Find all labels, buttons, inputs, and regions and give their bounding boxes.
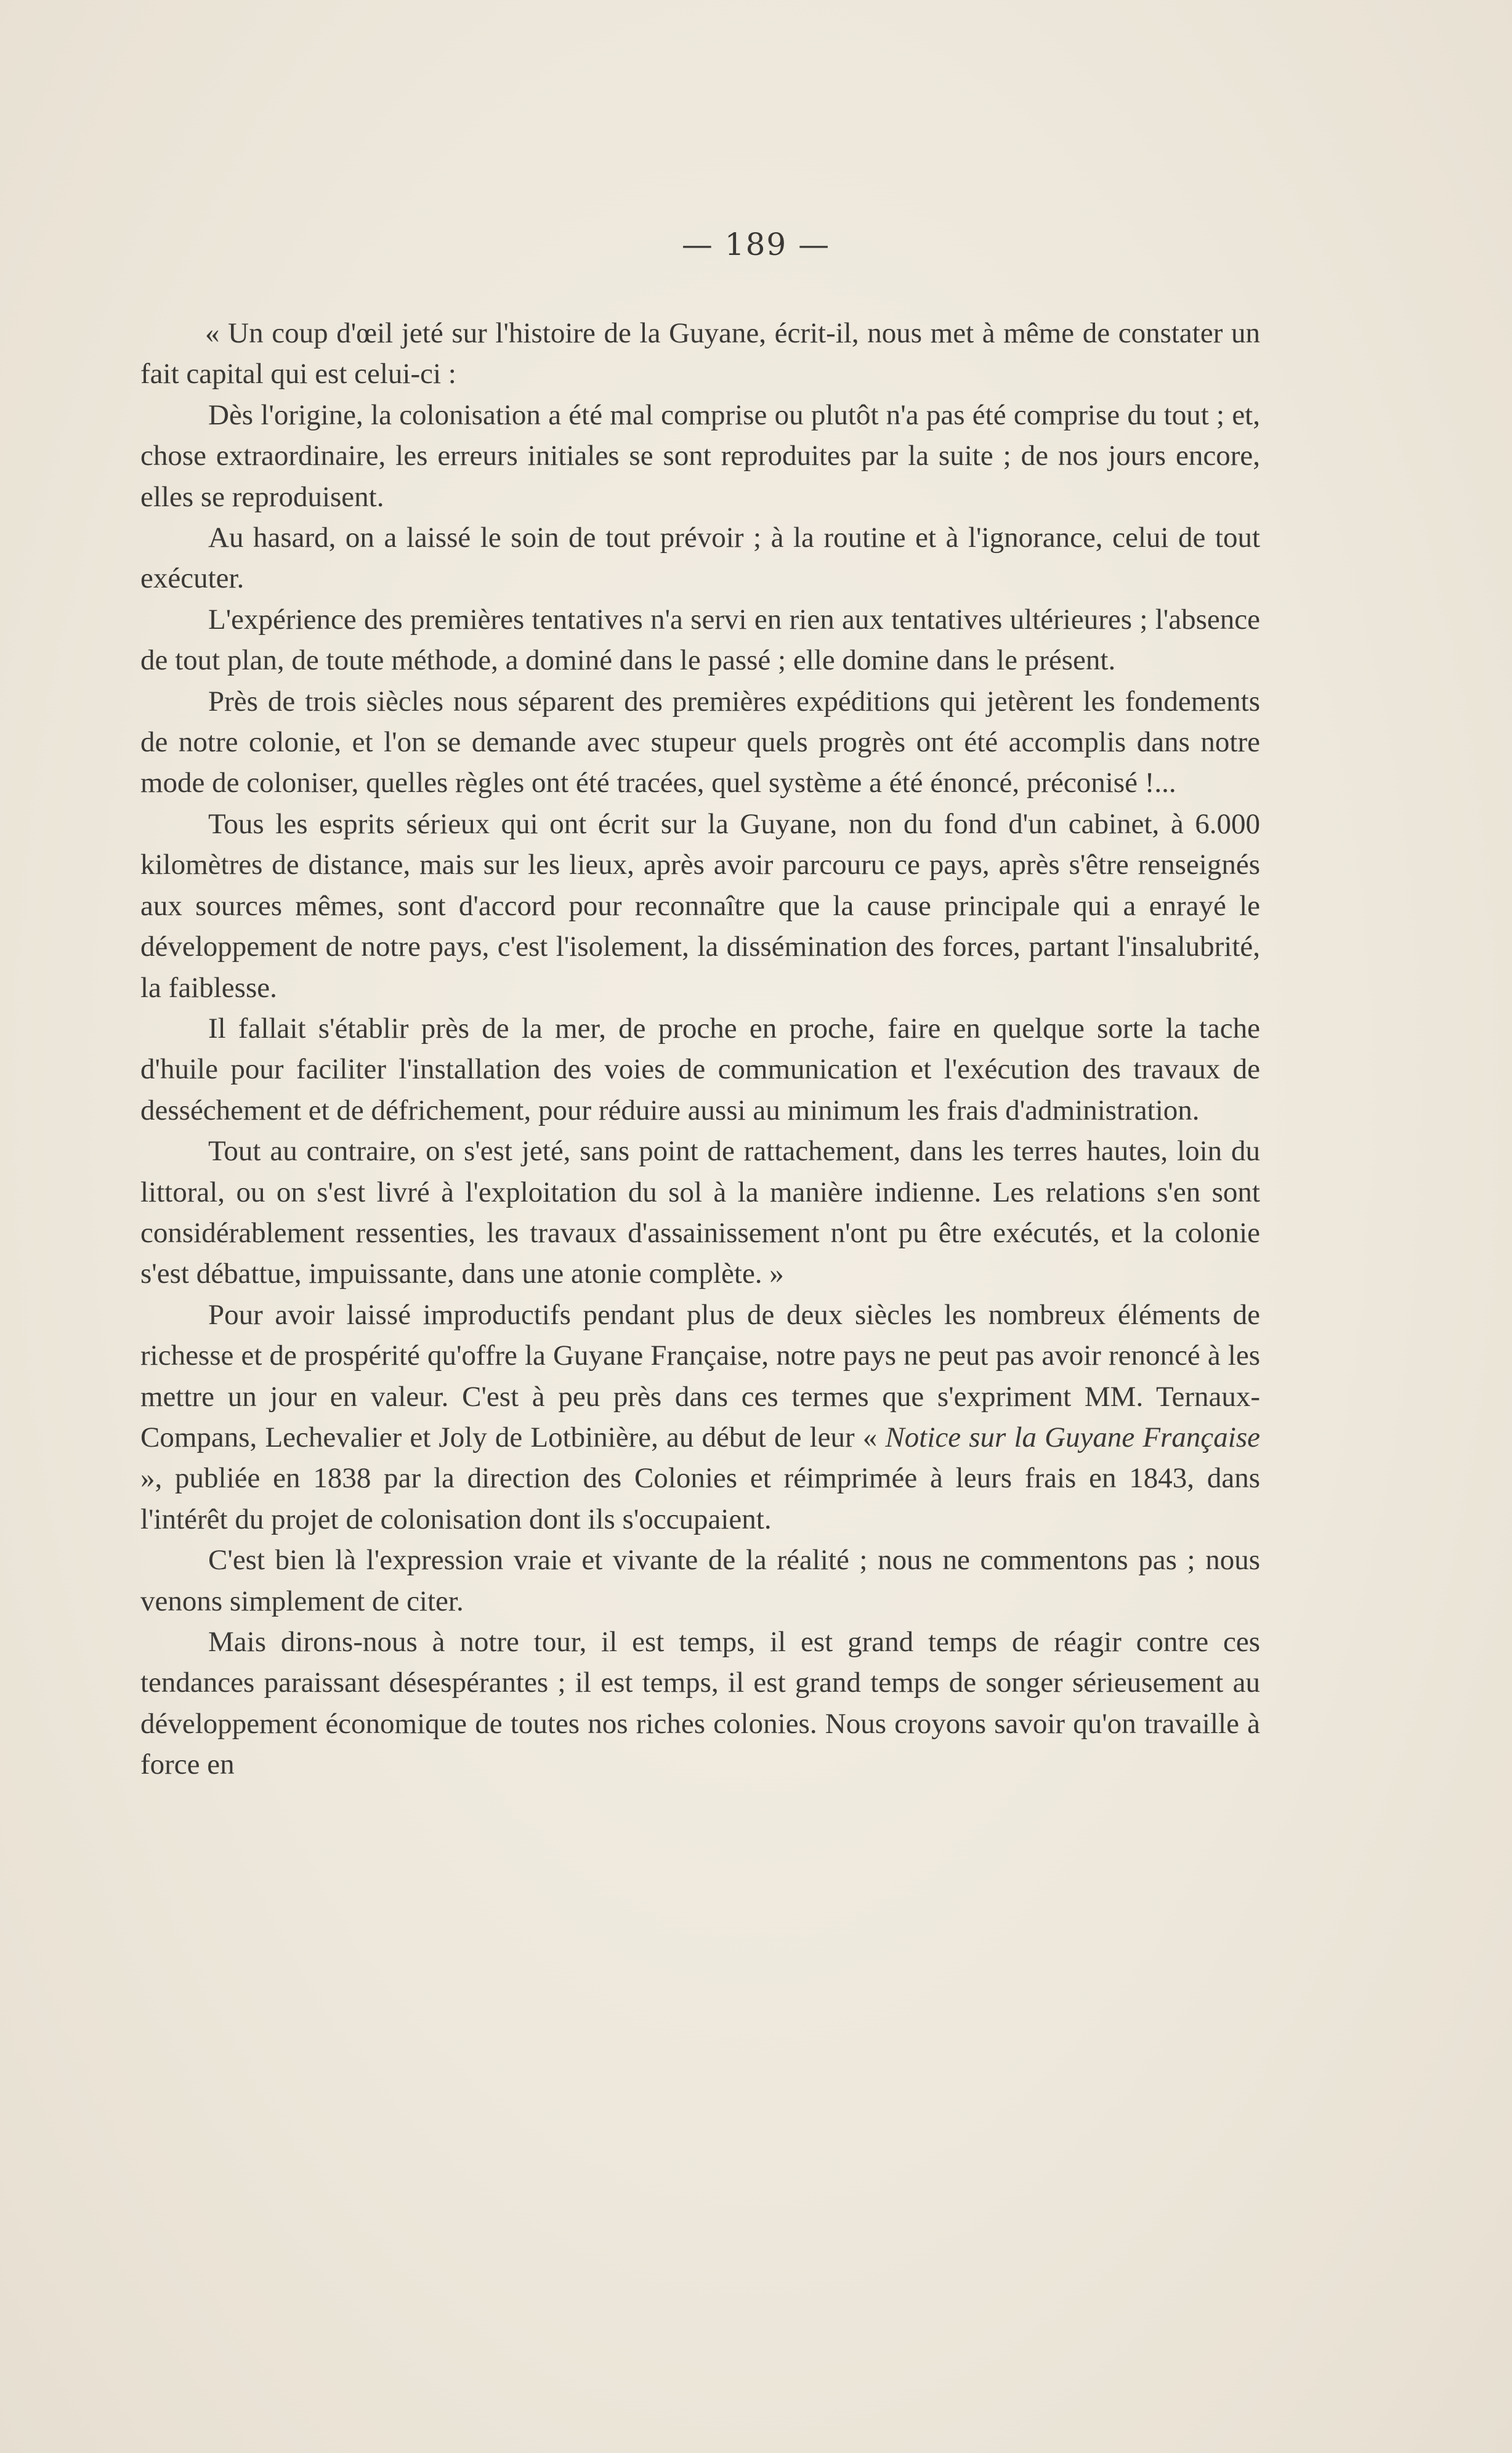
paragraph-11: Mais dirons-nous à notre tour, il est temps, il est grand temps de réagir contre ces tendances paraissant désespérantes ; il est temps, il est grand temps de songer sérieusement au développement économique de toutes nos riches colonies. Nous croyons savoir qu'on travaille à force en [140,1626,1260,1781]
notice-title: Notice sur la Guyane Française [885,1421,1260,1453]
paragraph-8: Tout au contraire, on s'est jeté, sans point de rattachement, dans les terres hautes, loin du littoral, ou on s'est livré à l'exploitation du sol à la manière indienne. Les relations s'en sont considérablement ressenties, les travaux d'assainissement n'ont pu être exécutés, et la colonie s'est débattue, impuissante, dans une atonie complète. » [140,1135,1260,1290]
page-number: — 189 — [681,227,831,262]
paragraph-7: Il fallait s'établir près de la mer, de proche en proche, faire en quelque sorte la tache d'huile pour faciliter l'installation des voies de communication et l'exécution des travaux de desséchement et de défrichement, pour réduire aussi au minimum les frais d'administration. [140,1012,1260,1126]
paragraph-9 [140,1295,1260,1540]
paragraph-2: Dès l'origine, la colonisation a été mal comprise ou plutôt n'a pas été comprise du tout ; et, chose extraordinaire, les erreurs initiales se sont reproduites par la suite ; de nos jours encore, elles se reproduisent. [140,398,1260,513]
paragraph-10: C'est bien là l'expression vraie et vivante de la réalité ; nous ne commentons pas ; nous venons simplement de citer. [140,1544,1260,1617]
paragraph-3: Au hasard, on a laissé le soin de tout prévoir ; à la routine et à l'ignorance, celui de tout exécuter. [140,522,1260,595]
paragraph-1: « Un coup d'œil jeté sur l'histoire de la Guyane, écrit-il, nous met à même de constater un fait capital qui est celui-ci : [140,317,1260,390]
paragraph-6: Tous les esprits sérieux qui ont écrit sur la Guyane, non du fond d'un cabinet, à 6.000 kilomètres de distance, mais sur les lieux, après avoir parcouru ce pays, après s'être renseignés aux sources mêmes, sont d'accord pour reconnaître que la cause principale qui a enrayé le développement de notre pays, c'est l'isolement, la dissémination des forces, partant l'insalubrité, la faiblesse. [140,807,1260,1004]
paragraph-9-lead: Pour avoir laissé improductifs pendant plus de deux siècles les nombreux éléments de richesse et de prospérité qu'offre la Guyane Française, notre pays ne peut pas avoir renoncé à les mettre un jour en valeur. C'est à peu près dans ces termes que s'expriment MM. Ternaux-Compans, Lechevalier et Joly de Lotbinière, au début de leur « [140,1298,1260,1453]
paragraph-4: L'expérience des premières tentatives n'a servi en rien aux tentatives ultérieures ; l'absence de tout plan, de toute méthode, a dominé dans le passé ; elle domine dans le présent. [140,603,1260,677]
body-text [140,313,1260,1785]
paragraph-9-rest: », publiée en 1838 par la direction des Colonies et réimprimée à leurs frais en 1843, dans l'intérêt du projet de colonisation dont ils s'occupaient. [140,1462,1260,1535]
paragraph-5: Près de trois siècles nous séparent des premières expéditions qui jetèrent les fondements de notre colonie, et l'on se demande avec stupeur quels progrès ont été accomplis dans notre mode de coloniser, quelles règles ont été tracées, quel système a été énoncé, préconisé !... [140,685,1260,799]
